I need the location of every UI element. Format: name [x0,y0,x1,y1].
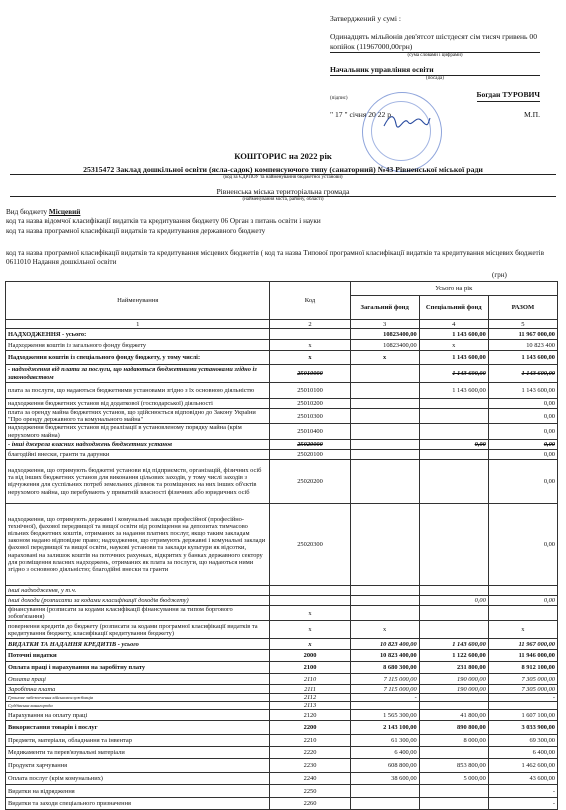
row-name-cell: Предмети, матеріали, обладнання та інвентар [6,735,270,747]
row-total-cell: 69 300,00 [488,735,557,747]
row-total-cell: - [488,694,557,702]
row-total-cell: 8 912 100,00 [488,662,557,674]
table-row [6,439,558,449]
row-name-cell: ВИДАТКИ ТА НАДАННЯ КРЕДИТІВ - усього [6,639,270,650]
row-total-cell: 0,00 [488,409,557,424]
table-row [6,605,558,620]
row-code-cell: 25010000 [270,365,350,383]
table-row [6,365,558,383]
row-code-cell: 2000 [270,650,350,662]
approval-date: " 17 " січня 20 22 р. [330,110,393,119]
row-code-cell: x [270,639,350,650]
row-name-cell: Продукти харчування [6,759,270,773]
row-special-fund-cell [419,605,488,620]
header-name: Найменування [6,282,270,320]
program-classification: код та назва програмної класифікації видатків та кредитування державного бюджету [6,227,266,235]
row-name-cell: Нарахування на оплату праці [6,710,270,721]
header-year-total: Усього на рік [350,282,557,296]
table-row [6,735,558,747]
table-row [6,585,558,595]
row-name-cell: надходження бюджетних установ від реалізації в установленому порядку майна (крім нерухомого майна) [6,424,270,439]
row-general-fund-cell [350,365,419,383]
approval-amount-note: (сума словами і цифрами) [407,53,463,58]
row-general-fund-cell: 2 143 100,00 [350,721,419,735]
row-special-fund-cell: 890 800,00 [419,721,488,735]
row-code-cell [270,595,350,605]
row-name-cell: Суддівська винагорода [6,702,270,710]
row-total-cell: 1 462 600,00 [488,759,557,773]
row-name-cell: надходження бюджетних установ від додаткової (господарської) діяльності [6,399,270,409]
row-total-cell: - [488,798,557,810]
row-name-cell: Використання товарів і послуг [6,721,270,735]
row-code-cell: 2260 [270,798,350,810]
table-row [6,710,558,721]
table-row [6,399,558,409]
row-special-fund-cell [419,409,488,424]
approval-block [330,14,540,120]
row-code-cell: x [270,351,350,365]
handwritten-signature [382,112,432,130]
table-row [6,773,558,785]
row-general-fund-cell: 10823400,00 [350,329,419,340]
table-row [6,685,558,694]
row-special-fund-cell [419,424,488,439]
row-general-fund-cell [350,702,419,710]
row-special-fund-cell: 8 000,00 [419,735,488,747]
row-total-cell: 0,00 [488,399,557,409]
row-general-fund-cell [350,449,419,459]
row-code-cell: 25020200 [270,459,350,503]
row-total-cell: 1 143 600,00 [488,365,557,383]
header-total: РАЗОМ [488,296,557,320]
row-total-cell: 11 967 000,00 [488,329,557,340]
row-special-fund-cell: 1 122 600,00 [419,650,488,662]
table-row [6,340,558,351]
table-row [6,747,558,759]
row-name-cell: Надходження коштів із спеціального фонду бюджету, у тому числі: [6,351,270,365]
approval-name: Богдан ТУРОВИЧ [477,90,540,102]
row-general-fund-cell [350,459,419,503]
document-title: КОШТОРИС на 2022 рік [234,151,332,161]
row-general-fund-cell: 38 600,00 [350,773,419,785]
row-total-cell: 10 823 400 [488,340,557,351]
row-name-cell: Медикаменти та перев'язувальні матеріали [6,747,270,759]
estimate-table [5,281,558,810]
row-code-cell: 25020000 [270,439,350,449]
row-code-cell: 2250 [270,785,350,798]
row-code-cell: 2230 [270,759,350,773]
table-row [6,721,558,735]
row-special-fund-cell: 5 000,00 [419,773,488,785]
row-general-fund-cell [350,595,419,605]
row-code-cell: 25020300 [270,503,350,585]
row-total-cell [488,702,557,710]
row-special-fund-cell: 1 143 600,00 [419,383,488,399]
row-special-fund-cell: 853 800,00 [419,759,488,773]
row-total-cell: 0,00 [488,424,557,439]
table-row [6,595,558,605]
row-code-cell: 25020100 [270,449,350,459]
currency-unit: (грн) [492,271,507,279]
row-name-cell: Оплата праці [6,674,270,685]
index-cell: 2 [270,320,350,329]
row-code-cell [270,329,350,340]
row-total-cell: 1 143 600,00 [488,351,557,365]
row-name-cell: Видатки на відрядження [6,785,270,798]
row-special-fund-cell: 41 800,00 [419,710,488,721]
index-cell: 5 [488,320,557,329]
header-special-fund: Спеціальний фонд [419,296,488,320]
row-special-fund-cell [419,785,488,798]
row-special-fund-cell: 1 143 600,00 [419,365,488,383]
table-row [6,503,558,585]
table-body [6,329,558,810]
row-general-fund-cell [350,383,419,399]
row-general-fund-cell: 61 300,00 [350,735,419,747]
row-total-cell [488,585,557,595]
row-code-cell: 2112 [270,694,350,702]
row-code-cell: 2220 [270,747,350,759]
row-general-fund-cell [350,424,419,439]
table-row [6,785,558,798]
row-special-fund-cell [419,747,488,759]
row-general-fund-cell: 8 680 300,00 [350,662,419,674]
approval-amount: Одинадцять мільйонів дев'ятсот шістдесят сім тисяч гривень 00 копійок (11967000,00грн) [330,32,540,53]
row-code-cell: 25010300 [270,409,350,424]
index-cell: 3 [350,320,419,329]
row-general-fund-cell: 1 565 300,00 [350,710,419,721]
row-name-cell: НАДХОДЖЕННЯ - усього: [6,329,270,340]
row-general-fund-cell: x [350,621,419,639]
row-total-cell: 0,00 [488,439,557,449]
budget-type-line [6,208,556,217]
row-name-cell: надходження, що отримують державні і комунальні заклади професійної (професійно-технічної), фахової передвищої та вищої освіти від розміщення на депозитах тимчасово вільних бюджетних коштів, отриманих за надання платних послуг, якщо таким закладам законом надано відповідне право; надходження, що отримують державні і комунальні заклади фахової передвищої та вищої освіти, наукові установи та заклади культури як відсотки, нараховані на залишок коштів на поточних рахунках, відкритих у банках державного сектору для розміщення власних надходжень, отриманих як плата за послуги, що надаються ними згідно з основною діяльністю; благодійні внески та гранти [6,503,270,585]
row-total-cell [488,605,557,620]
row-total-cell: 0,00 [488,459,557,503]
row-name-cell: - надходження від плати за послуги, що надаються бюджетними установами згідно із законодавством [6,365,270,383]
table-row [6,650,558,662]
row-special-fund-cell: 0,00 [419,595,488,605]
row-total-cell: 7 305 000,00 [488,685,557,694]
row-code-cell: 2200 [270,721,350,735]
header-general-fund: Загальний фонд [350,296,419,320]
budget-type-value: Місцевий [48,208,81,216]
row-special-fund-cell [419,399,488,409]
row-special-fund-cell [419,449,488,459]
row-special-fund-cell: 190 000,00 [419,674,488,685]
row-code-cell: 25010200 [270,399,350,409]
row-general-fund-cell [350,503,419,585]
approval-heading: Затверджений у сумі : [330,14,401,23]
table-row [6,674,558,685]
row-special-fund-cell: 0,00 [419,439,488,449]
row-special-fund-cell: 1 143 600,00 [419,639,488,650]
row-special-fund-cell: 231 800,00 [419,662,488,674]
row-name-cell: благодійні внески, гранти та дарунки [6,449,270,459]
row-total-cell: 0,00 [488,449,557,459]
table-row [6,424,558,439]
row-code-cell: 2100 [270,662,350,674]
row-general-fund-cell [350,785,419,798]
row-name-cell: - інші джерела власних надходжень бюджетних установ [6,439,270,449]
table-row [6,639,558,650]
row-general-fund-cell [350,605,419,620]
row-name-cell: Оплата послуг (крім комунальних) [6,773,270,785]
row-code-cell [270,585,350,595]
row-total-cell: 0,00 [488,595,557,605]
row-name-cell: надходження, що отримують бюджетні установи від підприємств, організацій, фізичних осіб та від інших бюджетних установ для виконання цільових заходів, у тому числі заходів з відчуження для суспільних потреб земельних ділянок та розміщених на них інших об'єктів нерухомого майна, що перебувають у приватній власності фізичних або юридичних осіб [6,459,270,503]
institution-note: (код за ЄДРПОУ та найменування бюджетної установи) [223,175,343,180]
row-total-cell: 11 946 000,00 [488,650,557,662]
region-note: (найменування міста, району, області) [242,197,324,202]
row-code-cell: x [270,621,350,639]
row-special-fund-cell [419,694,488,702]
table-row [6,662,558,674]
index-cell: 4 [419,320,488,329]
row-name-cell: фінансування (розписати за кодами класифікації фінансування за типом боргового зобов'язання) [6,605,270,620]
row-code-cell: 2120 [270,710,350,721]
table-row [6,621,558,639]
row-general-fund-cell: 608 800,00 [350,759,419,773]
region-name: Рівненська міська територіальна громада [10,187,556,197]
row-name-cell: Грошове забезпечення військовослужбовців [6,694,270,702]
row-name-cell: Надходження коштів із загального фонду бюджету [6,340,270,351]
row-general-fund-cell: 10823400,00 [350,340,419,351]
row-total-cell: 1 607 100,00 [488,710,557,721]
index-cell: 1 [6,320,270,329]
row-total-cell: 0,00 [488,503,557,585]
row-special-fund-cell [419,702,488,710]
row-total-cell: 3 033 900,00 [488,721,557,735]
row-general-fund-cell: 7 115 000,00 [350,674,419,685]
row-general-fund-cell [350,399,419,409]
row-general-fund-cell [350,439,419,449]
row-name-cell: Видатки та заходи спеціального призначення [6,798,270,810]
table-row [6,383,558,399]
row-code-cell: 2240 [270,773,350,785]
row-name-cell: інші доходи (розписати за кодами класифікації доходів бюджету) [6,595,270,605]
row-name-cell: повернення кредитів до бюджету (розписати за кодами програмної класифікації видатків та кредитування бюджету, класифікації кредитування бюджету) [6,621,270,639]
budget-type-label: Вид бюджету [6,208,48,216]
row-name-cell: плата за послуги, що надаються бюджетними установами згідно з їх основною діяльністю [6,383,270,399]
row-special-fund-cell: 1 143 600,00 [419,329,488,340]
row-general-fund-cell: 6 400,00 [350,747,419,759]
row-code-cell: 2110 [270,674,350,685]
table-row [6,351,558,365]
local-program-classification: код та назва програмної класифікації видатків та кредитування місцевих бюджетів ( код та назва Типової програмної класифікації видатків та кредитування місцевих бюджетів 0611010 Надання дошкільної освіти [6,249,545,266]
row-name-cell: Оплата праці і нарахування на заробітну плату [6,662,270,674]
vidomcha-classification: код та назва відомчої класифікації видатків та кредитування бюджету 06 Орган з питань освіти і науки [6,217,321,225]
row-special-fund-cell [419,459,488,503]
table-row [6,329,558,340]
index-row [6,320,558,329]
table-row [6,702,558,710]
approval-signature-note: (підпис) [330,96,348,101]
row-general-fund-cell [350,585,419,595]
row-name-cell: плата за оренду майна бюджетних установ, що здійснюється відповідно до Закону України "Про оренду державного та комунального майна" [6,409,270,424]
approval-position: Начальник управління освіти [330,65,540,76]
row-name-cell: інші надходження, у т.ч. [6,585,270,595]
row-general-fund-cell: 7 115 000,00 [350,685,419,694]
header-code: Код [270,282,350,320]
row-general-fund-cell: - [350,694,419,702]
approval-mp: М.П. [523,110,540,119]
table-row [6,459,558,503]
row-total-cell: x [488,621,557,639]
row-general-fund-cell: 10 823 400,00 [350,639,419,650]
row-special-fund-cell: x [419,340,488,351]
table-row [6,449,558,459]
row-code-cell: x [270,340,350,351]
row-name-cell: Заробітна плата [6,685,270,694]
row-total-cell: - [488,785,557,798]
row-special-fund-cell: 1 143 600,00 [419,351,488,365]
row-general-fund-cell: 10 823 400,00 [350,650,419,662]
row-general-fund-cell: x [350,351,419,365]
row-code-cell: 2210 [270,735,350,747]
table-row [6,759,558,773]
row-code-cell: 2111 [270,685,350,694]
institution-name: 25315472 Заклад дошкільної освіти (ясла-садок) компенсуючого типу (санаторний) №43 Рівненської міської ради [10,165,556,175]
row-total-cell: 6 400,00 [488,747,557,759]
row-special-fund-cell [419,585,488,595]
row-total-cell: 11 967 000,00 [488,639,557,650]
row-name-cell: Поточні видатки [6,650,270,662]
row-special-fund-cell [419,503,488,585]
row-code-cell: 25010400 [270,424,350,439]
row-special-fund-cell: 190 000,00 [419,685,488,694]
row-code-cell: 25010100 [270,383,350,399]
row-total-cell: 7 305 000,00 [488,674,557,685]
row-total-cell: 1 143 600,00 [488,383,557,399]
approval-position-note: (посада) [426,76,444,81]
row-code-cell: 2113 [270,702,350,710]
table-row [6,409,558,424]
row-general-fund-cell [350,409,419,424]
table-row [6,694,558,702]
row-special-fund-cell [419,621,488,639]
row-total-cell: 43 600,00 [488,773,557,785]
row-code-cell: x [270,605,350,620]
